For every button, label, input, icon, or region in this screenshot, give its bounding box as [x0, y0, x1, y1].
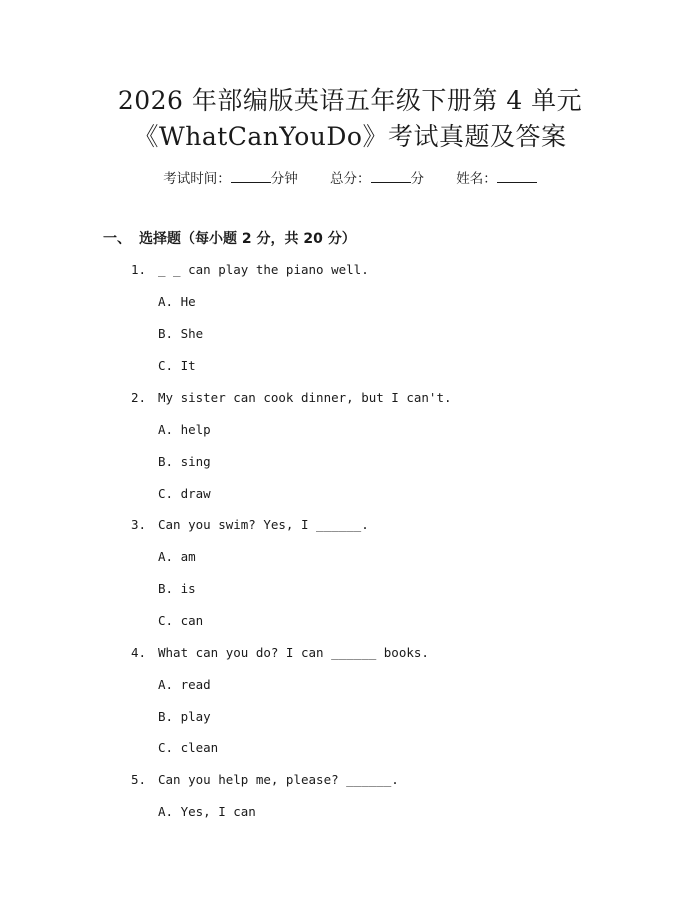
student-name-label: 姓名：: [456, 171, 497, 187]
question-text: Can you swim? Yes, I ______.: [158, 517, 369, 532]
section-heading: [103, 229, 356, 249]
total-score-label: 总分：: [330, 171, 371, 187]
question-number: 5.: [131, 772, 147, 787]
question-3-option-c: C. can: [158, 613, 204, 628]
question-text: Can you help me, please? ______.: [158, 772, 399, 787]
exam-time-blank: [231, 168, 271, 183]
question-5: [131, 771, 399, 789]
question-number: 1.: [131, 262, 147, 277]
question-2: [131, 389, 452, 407]
exam-title-line-1: 2026 年部编版英语五年级下册第 4 单元: [117, 86, 583, 115]
total-score-unit: 分: [410, 171, 424, 187]
question-4-option-b: B. play: [158, 709, 211, 724]
question-2-option-b: B. sing: [158, 454, 211, 469]
question-4-option-c: C. clean: [158, 740, 219, 755]
question-2-option-a: A. help: [158, 422, 211, 437]
total-score-field: [330, 168, 424, 189]
question-text: _ _ can play the piano well.: [158, 262, 369, 277]
question-3: [131, 516, 369, 534]
question-4: [131, 644, 429, 662]
question-2-option-c: C. draw: [158, 486, 211, 501]
question-1: [131, 261, 369, 279]
question-3-option-a: A. am: [158, 549, 196, 564]
question-text: What can you do? I can ______ books.: [158, 645, 429, 660]
question-number: 2.: [131, 390, 147, 405]
section-title: 选择题（每小题 2 分，共 20 分）: [139, 231, 356, 247]
question-1-option-c: C. It: [158, 358, 196, 373]
total-score-blank: [371, 168, 411, 183]
exam-meta: [0, 168, 700, 189]
section-number: 一、: [103, 231, 131, 247]
question-1-option-a: A. He: [158, 294, 196, 309]
exam-time-unit: 分钟: [270, 171, 298, 187]
question-1-option-b: B. She: [158, 326, 204, 341]
exam-time-label: 考试时间：: [163, 171, 231, 187]
exam-time-field: [163, 168, 298, 189]
student-name-field: [456, 168, 537, 189]
question-number: 3.: [131, 517, 147, 532]
question-text: My sister can cook dinner, but I can't.: [158, 390, 452, 405]
question-3-option-b: B. is: [158, 581, 196, 596]
question-number: 4.: [131, 645, 147, 660]
student-name-blank: [497, 168, 537, 183]
question-5-option-a: A. Yes, I can: [158, 804, 256, 819]
question-4-option-a: A. read: [158, 677, 211, 692]
exam-title-line-2: 《WhatCanYouDo》考试真题及答案: [133, 122, 567, 151]
